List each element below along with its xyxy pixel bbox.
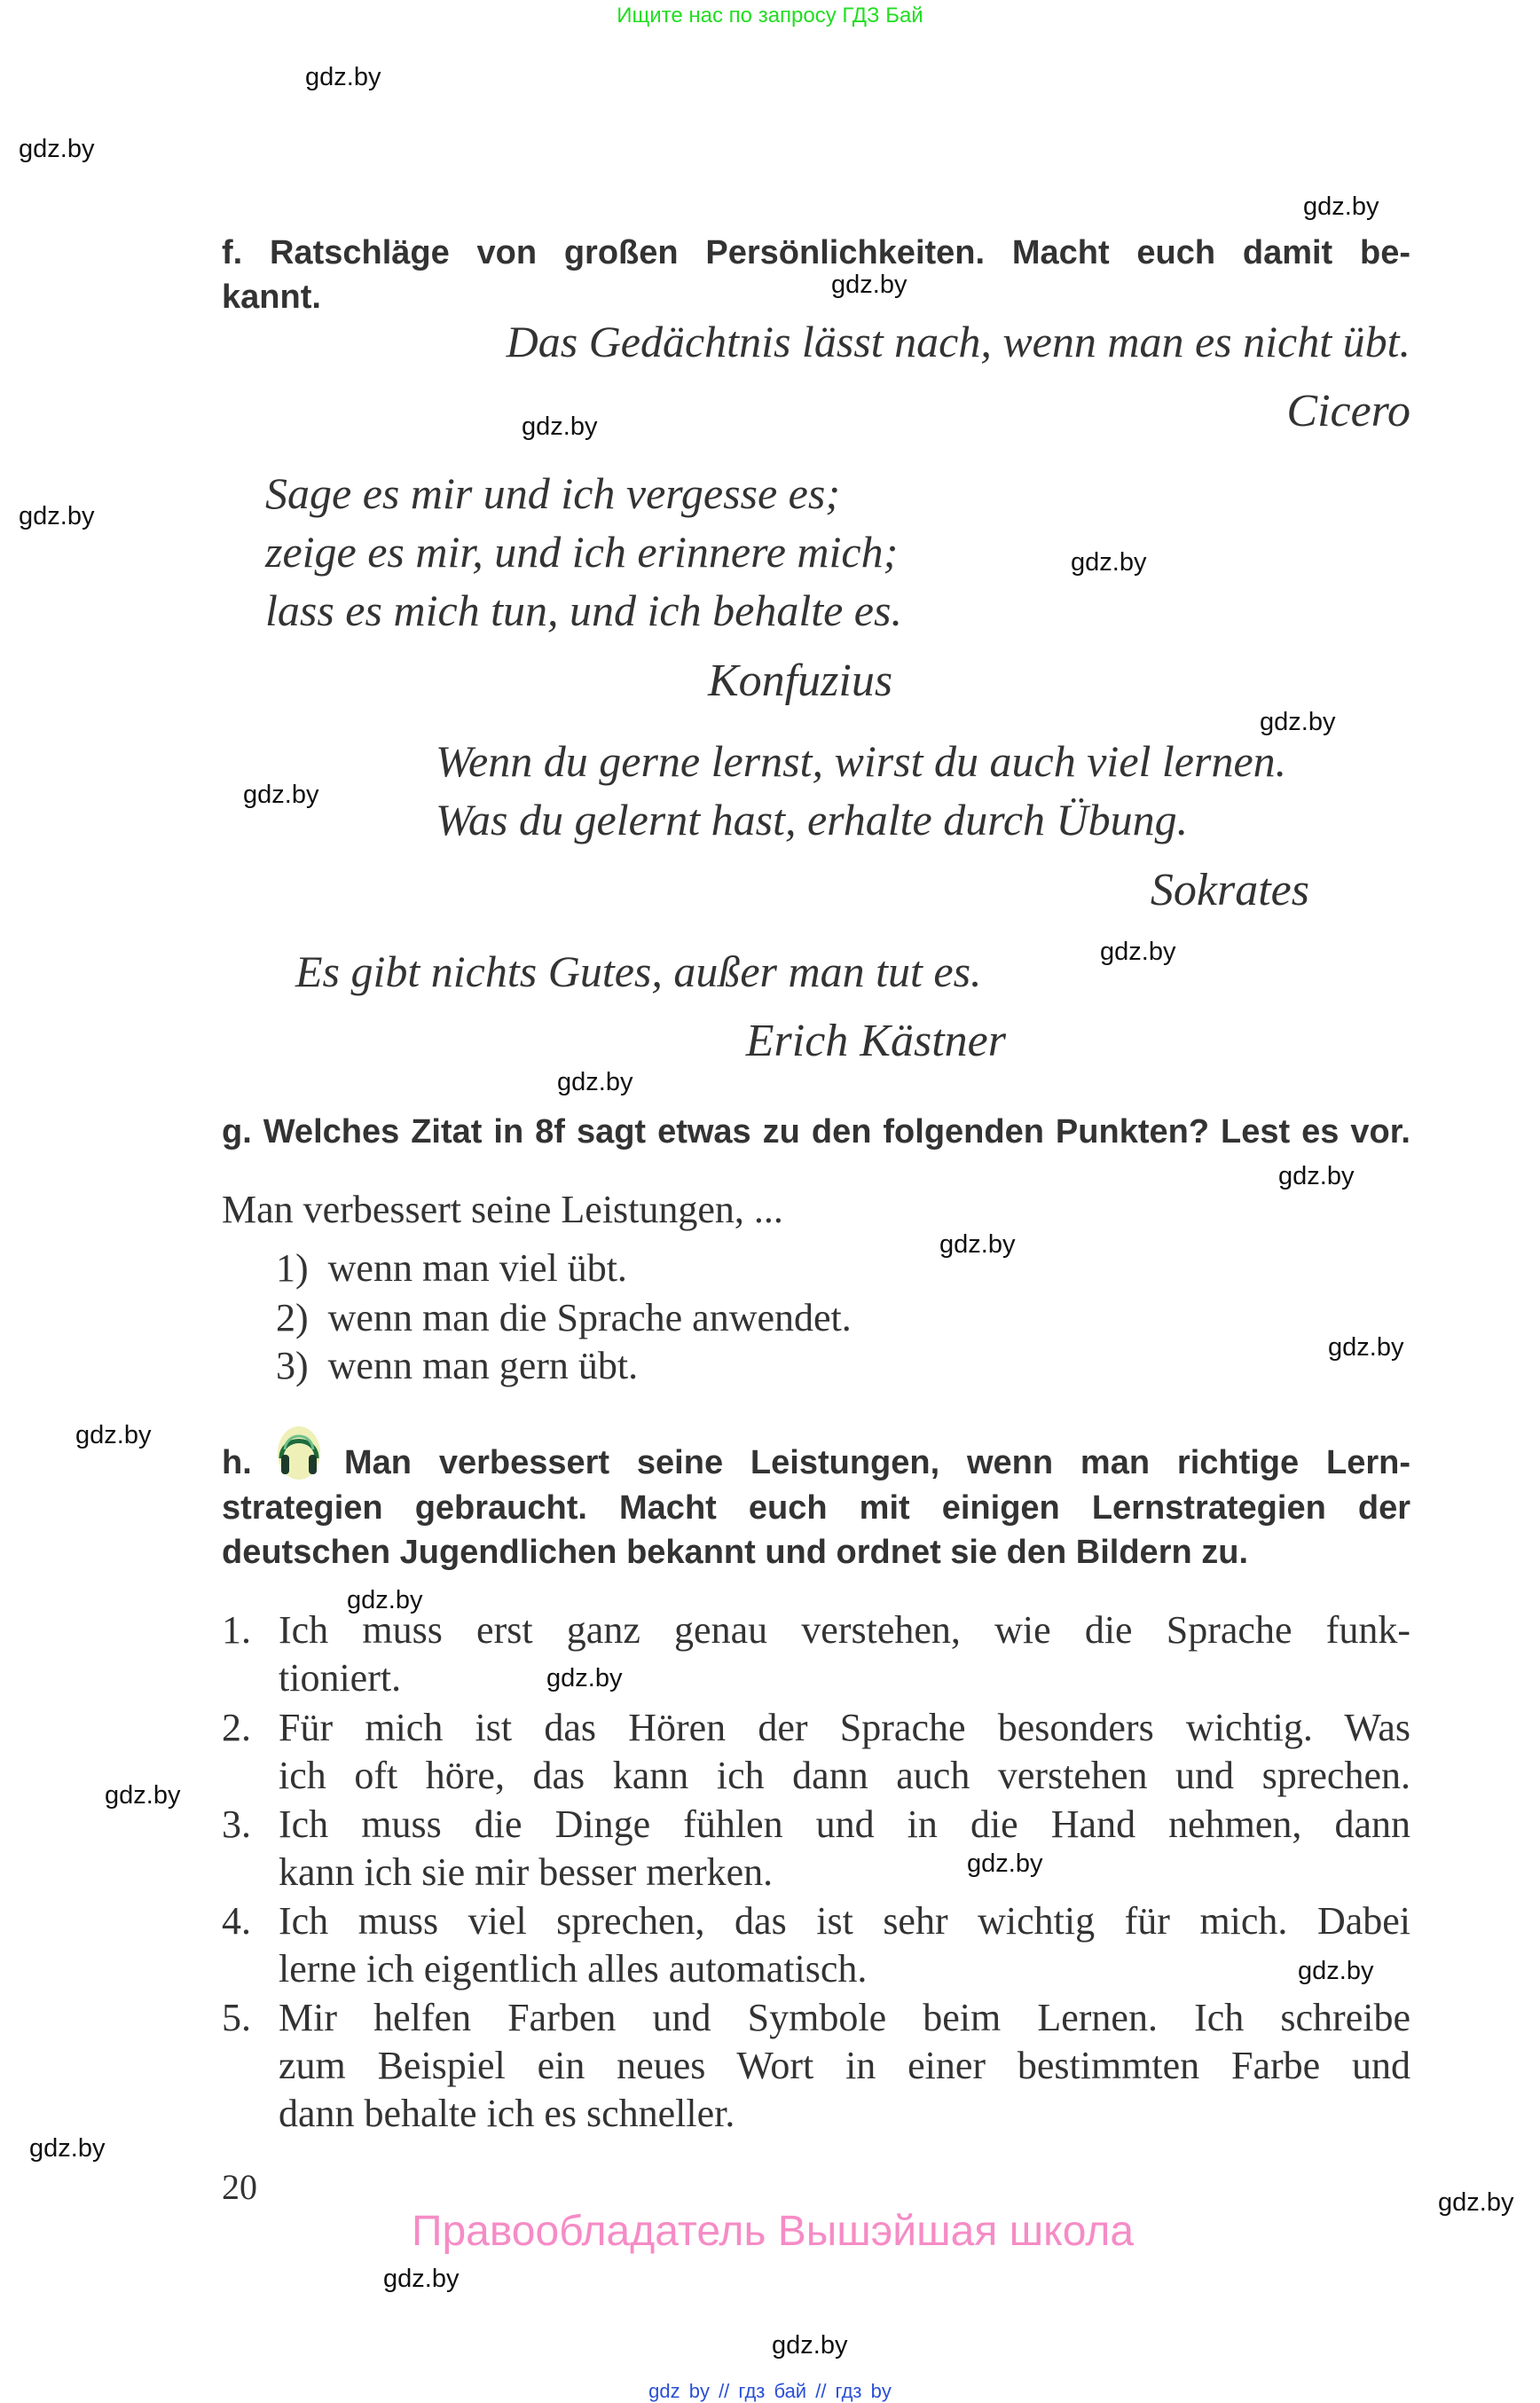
quote-line: Wenn du gerne lernst, wirst du auch viel lernen. xyxy=(436,736,1287,786)
item-line: zum Beispiel ein neues Wort in einer bestimmten Farbe und xyxy=(279,2044,1410,2087)
watermark: gdz.by xyxy=(1328,1333,1404,1362)
item-number: 1) xyxy=(276,1246,309,1290)
watermark: gdz.by xyxy=(19,135,95,163)
quote-cicero xyxy=(507,312,1410,371)
item-number: 1. xyxy=(222,1608,251,1652)
exercise-g-intro: Man verbessert seine Leistungen, ... xyxy=(222,1188,783,1231)
quote-line: lass es mich tun, und ich behalte es. xyxy=(265,585,902,635)
exercise-f-heading xyxy=(222,231,1410,319)
list-item xyxy=(279,1897,1410,1993)
watermark: gdz.by xyxy=(1071,548,1147,577)
watermark: gdz.by xyxy=(305,63,381,91)
watermark: gdz.by xyxy=(1438,2188,1514,2217)
item-line: ich oft höre, das kann ich dann auch verstehen und sprechen. xyxy=(279,1754,1410,1797)
list-item xyxy=(276,1245,627,1292)
item-line: Mir helfen Farben und Symbole beim Lernen. Ich schreibe xyxy=(279,1996,1410,2039)
quote-line: zeige es mir, und ich erinnere mich; xyxy=(265,527,899,577)
heading-line: f. Ratschläge von großen Persönlichkeiten. Macht euch damit be- xyxy=(222,234,1410,271)
quote-konfuzius xyxy=(265,464,902,640)
item-line: Ich muss erst ganz genau verstehen, wie die Sprache funk- xyxy=(279,1608,1410,1652)
quote-author: Cicero xyxy=(1286,386,1410,436)
watermark: gdz.by xyxy=(557,1068,633,1096)
watermark: gdz.by xyxy=(243,781,319,809)
quote-sokrates xyxy=(436,732,1286,849)
item-line: Für mich ist das Hören der Sprache besonders wichtig. Was xyxy=(279,1706,1410,1749)
watermark: gdz.by xyxy=(546,1664,623,1692)
quote-kaestner xyxy=(295,942,982,1001)
watermark: gdz.by xyxy=(522,412,598,441)
item-line: Ich muss die Dinge fühlen und in die Hand nehmen, dann xyxy=(279,1802,1410,1846)
quote-author: Konfuzius xyxy=(708,656,893,706)
quote-line: Es gibt nichts Gutes, außer man tut es. xyxy=(295,946,982,996)
list-item xyxy=(279,1994,1410,2138)
item-number: 2. xyxy=(222,1706,251,1749)
list-item xyxy=(279,1801,1410,1896)
watermark: gdz.by xyxy=(29,2134,106,2163)
exercise-g-heading xyxy=(222,1110,1410,1154)
watermark: gdz.by xyxy=(831,271,908,299)
list-item xyxy=(276,1342,638,1390)
page-number: 20 xyxy=(222,2167,257,2207)
watermark: gdz.by xyxy=(347,1586,423,1614)
item-number: 3) xyxy=(276,1344,309,1387)
item-line: kann ich sie mir besser merken. xyxy=(279,1850,774,1894)
watermark: gdz.by xyxy=(1278,1162,1355,1190)
watermark: gdz.by xyxy=(75,1421,152,1449)
watermark: gdz.by xyxy=(383,2265,460,2293)
watermark: gdz.by xyxy=(1303,192,1379,221)
item-line: dann behalte ich es schneller. xyxy=(279,2092,735,2135)
watermark: gdz.by xyxy=(105,1781,181,1810)
list-item xyxy=(276,1294,852,1342)
watermark: gdz.by xyxy=(19,502,95,530)
item-line: tioniert. xyxy=(279,1656,402,1700)
search-banner: Ищите нас по запросу ГДЗ Бай xyxy=(617,4,923,27)
item-line: Ich muss viel sprechen, das ist sehr wichtig für mich. Dabei xyxy=(279,1899,1410,1943)
quote-line: Sage es mir und ich vergesse es; xyxy=(265,468,840,518)
exercise-h-label: h. xyxy=(222,1444,252,1481)
heading-line: deutschen Jugendlichen bekannt und ordnet sie den Bildern zu. xyxy=(222,1534,1249,1571)
quote-line: Das Gedächtnis lässt nach, wenn man es nicht übt. xyxy=(506,317,1410,366)
headphones-icon[interactable] xyxy=(274,1423,324,1480)
watermark: gdz.by xyxy=(772,2331,848,2360)
item-number: 2) xyxy=(276,1296,309,1339)
item-line: lerne ich eigentlich alles automatisch. xyxy=(279,1947,868,1991)
item-number: 5. xyxy=(222,1996,251,2039)
heading-line: Man verbessert seine Leistungen, wenn man richtige Lern- xyxy=(344,1444,1410,1481)
item-number: 3. xyxy=(222,1802,251,1846)
list-item xyxy=(279,1704,1410,1800)
quote-author: Erich Kästner xyxy=(745,1016,1006,1066)
heading-line: kannt. xyxy=(222,279,321,316)
item-text: wenn man die Sprache anwendet. xyxy=(327,1296,852,1339)
item-text: wenn man gern übt. xyxy=(327,1344,639,1387)
quote-author: Sokrates xyxy=(1150,865,1309,915)
exercise-h-heading-cont xyxy=(222,1486,1410,1575)
copyright-notice: Правообладатель Вышэйшая школа xyxy=(411,2208,1135,2255)
watermark: gdz.by xyxy=(1260,708,1336,736)
watermark: gdz.by xyxy=(967,1849,1043,1878)
list-item xyxy=(279,1606,1410,1702)
quote-line: Was du gelernt hast, erhalte durch Übung. xyxy=(436,795,1189,844)
watermark: gdz.by xyxy=(1100,938,1176,966)
strategy-list xyxy=(0,1606,1540,2139)
watermark: gdz.by xyxy=(1298,1957,1374,1985)
item-number: 4. xyxy=(222,1899,251,1943)
exercise-h-heading xyxy=(344,1441,1410,1485)
footer-links[interactable]: gdz by // гдз бай // гдз by xyxy=(648,2380,892,2402)
watermark: gdz.by xyxy=(939,1230,1016,1259)
heading-line: strategien gebraucht. Macht euch mit einigen Lernstrategien der xyxy=(222,1489,1410,1527)
heading-line: g. Welches Zitat in 8f sagt etwas zu den folgenden Punkten? Lest es vor. xyxy=(222,1113,1410,1150)
item-text: wenn man viel übt. xyxy=(327,1246,627,1290)
